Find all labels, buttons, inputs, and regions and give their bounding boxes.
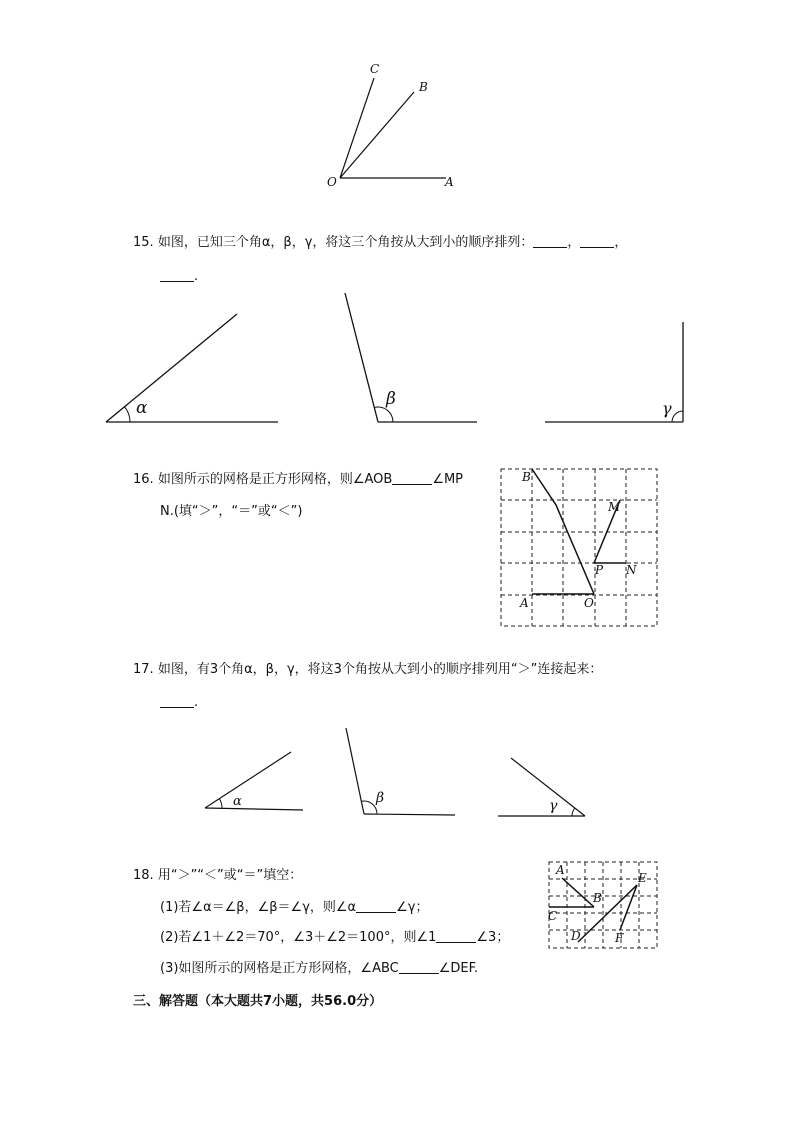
q18-label-e: E — [638, 871, 647, 885]
q18-p3-a: (3)如图所示的网格是正方形网格，∠ABC — [160, 961, 399, 976]
q15-sep-1: ， — [567, 235, 581, 250]
q16-label-o: O — [584, 596, 594, 610]
q15-number: 15. — [133, 235, 154, 250]
q16-label-a: A — [520, 596, 529, 610]
q17-text: 如图，有3个角α，β，γ，将这3个角按从大到小的顺序排列用“＞”连接起来： — [157, 662, 603, 677]
q16-text-c: N.(填“＞”，“＝”或“＜”) — [160, 504, 303, 519]
q15-alpha-label: α — [136, 398, 148, 418]
q16-text-b: ∠MP — [432, 472, 464, 487]
q18-label-a: A — [556, 863, 565, 877]
label-o: O — [327, 175, 337, 189]
q18-p1-b: ∠γ； — [396, 900, 429, 915]
q16-label-n: N — [626, 563, 637, 577]
q18-label-b: B — [593, 891, 602, 905]
q16-text-a: 如图所示的网格是正方形网格，则∠AOB — [157, 472, 393, 487]
q18-p2-b: ∠3； — [476, 930, 510, 945]
q17-end: . — [194, 695, 199, 710]
q15-gamma-label: γ — [662, 399, 672, 418]
q16-label-m: M — [608, 500, 621, 514]
q18-p1-a: (1)若∠α＝∠β，∠β＝∠γ，则∠α — [160, 900, 357, 915]
q18-p2-a: (2)若∠1＋∠2＝70°，∠3＋∠2＝100°，则∠1 — [160, 930, 437, 945]
q16-label-b: B — [522, 470, 531, 484]
q17-number: 17. — [133, 662, 154, 677]
q15-sep-2: ， — [614, 235, 628, 250]
q17-alpha-label: α — [233, 794, 242, 809]
q16-number: 16. — [133, 472, 154, 487]
q15-beta-label: β — [386, 389, 396, 409]
section-3-heading: 三、解答题（本大题共7小题，共56.0分） — [133, 994, 383, 1009]
q15-end: . — [194, 269, 199, 284]
q18-number: 18. — [133, 868, 154, 883]
q18-label-d: D — [571, 929, 581, 943]
label-c: C — [370, 62, 380, 76]
q15-text: 如图，已知三个角α，β，γ，将这三个角按从大到小的顺序排列： — [157, 235, 534, 250]
label-a: A — [445, 175, 454, 189]
q18-p3-b: ∠DEF. — [438, 961, 479, 976]
q17-gamma-label: γ — [549, 798, 558, 814]
q18-label-c: C — [548, 909, 558, 923]
q16-label-p: P — [595, 563, 604, 577]
q17-beta-label: β — [376, 790, 385, 806]
label-b: B — [419, 80, 428, 94]
q18-label-f: F — [615, 931, 624, 945]
q18-text: 用“＞”“＜”或“＝”填空： — [157, 868, 303, 883]
